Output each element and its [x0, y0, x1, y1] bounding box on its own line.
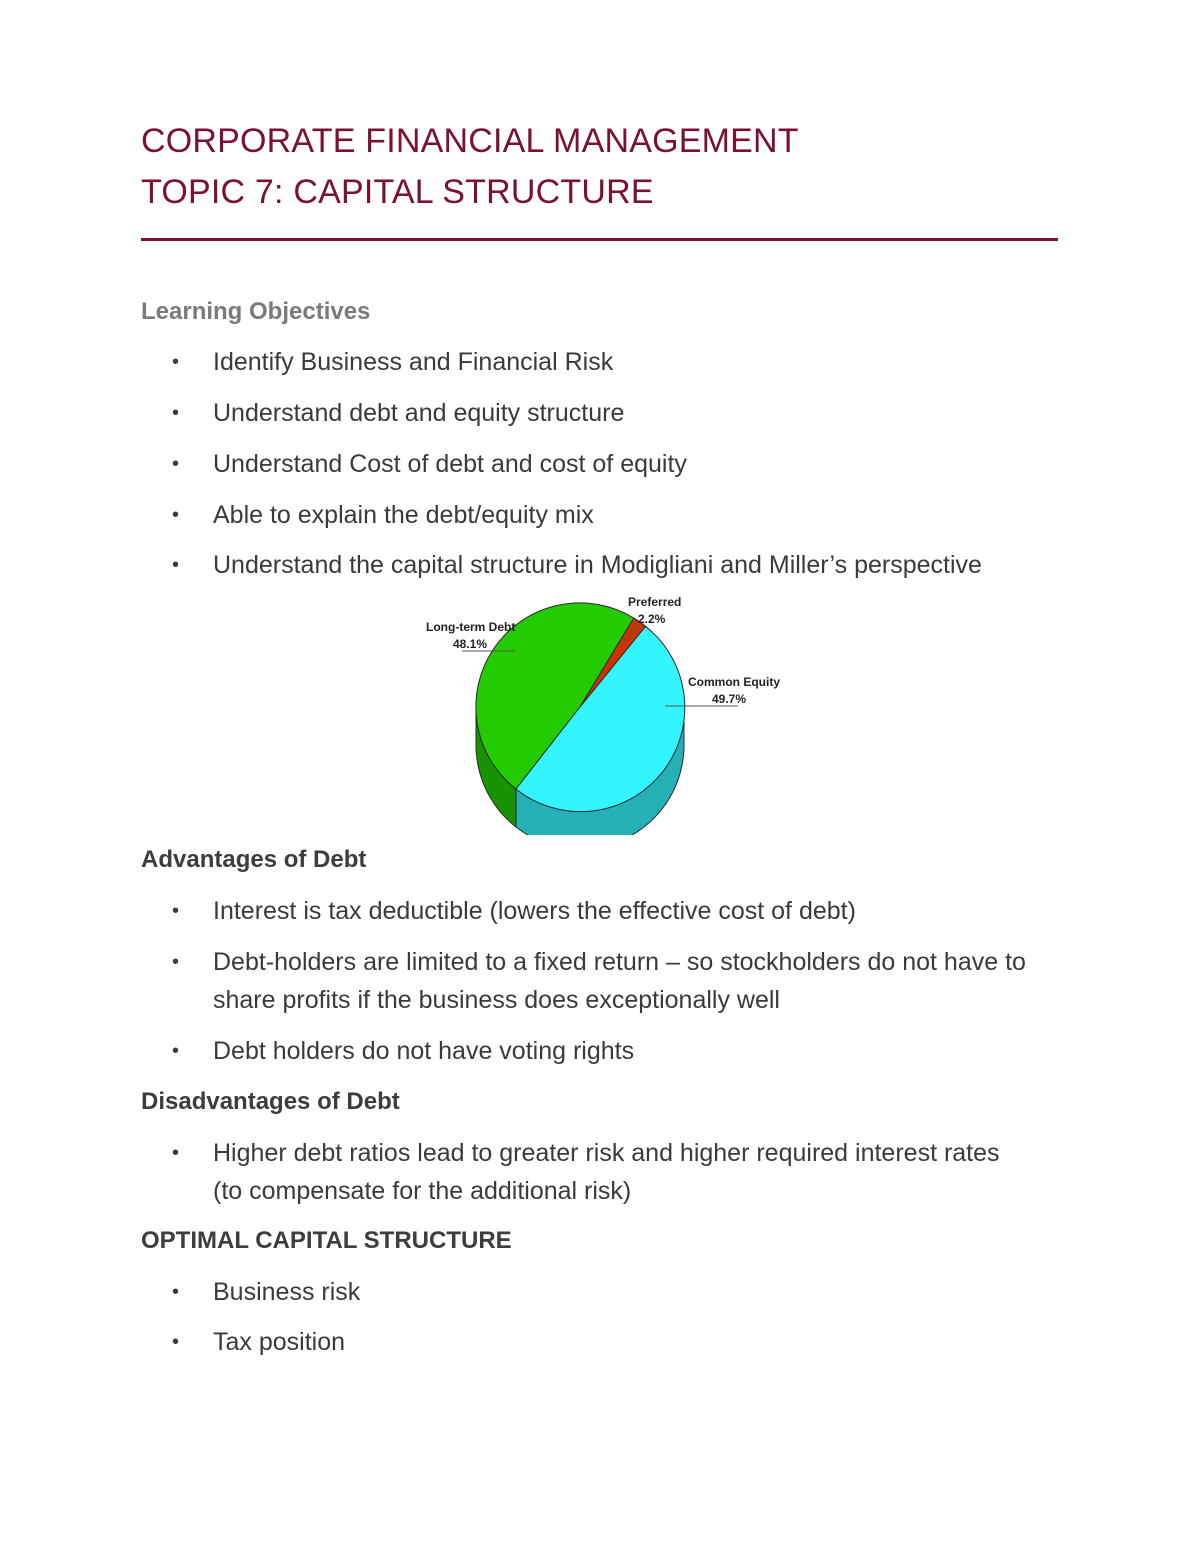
- bullet-icon: •: [172, 351, 180, 373]
- list-item: [172, 892, 1052, 930]
- slice-label-preferred: Preferred: [628, 595, 682, 609]
- slice-value-preferred: 2.2%: [638, 612, 666, 626]
- learning-objectives-heading: Learning Objectives: [141, 298, 371, 325]
- title-rule: [141, 238, 1058, 241]
- list-item-text: Debt-holders are limited to a fixed return – so stockholders do not have to share profits if the business does exceptionally well: [213, 948, 1026, 1014]
- bullet-icon: •: [172, 1281, 180, 1303]
- bullet-icon: •: [172, 1142, 180, 1164]
- list-item: [172, 496, 1052, 534]
- capital-structure-pie-chart: [400, 585, 820, 835]
- list-item: [172, 1134, 1032, 1210]
- bullet-icon: •: [172, 1040, 180, 1062]
- list-item-text: Understand debt and equity structure: [213, 399, 625, 427]
- slice-value-common-equity: 49.7%: [712, 692, 747, 706]
- list-item: [172, 546, 1052, 584]
- document-subtitle: TOPIC 7: CAPITAL STRUCTURE: [141, 173, 654, 211]
- list-item-text: Higher debt ratios lead to greater risk and higher required interest rates (to compensate for the additional risk): [213, 1139, 1000, 1205]
- list-item: [172, 943, 1032, 1019]
- list-item: [172, 1323, 1052, 1361]
- bullet-icon: •: [172, 1331, 180, 1353]
- slice-value-long-term-debt: 48.1%: [453, 637, 488, 651]
- list-item-text: Identify Business and Financial Risk: [213, 348, 614, 376]
- bullet-icon: •: [172, 504, 180, 526]
- list-item-text: Understand the capital structure in Modigliani and Miller’s perspective: [213, 551, 982, 579]
- list-item-text: Interest is tax deductible (lowers the effective cost of debt): [213, 897, 856, 925]
- optimal-capital-structure-heading: OPTIMAL CAPITAL STRUCTURE: [141, 1227, 512, 1254]
- slice-label-long-term-debt: Long-term Debt: [426, 620, 516, 634]
- list-item: [172, 1273, 1052, 1311]
- list-item: [172, 394, 1052, 432]
- bullet-icon: •: [172, 900, 180, 922]
- disadvantages-heading: Disadvantages of Debt: [141, 1088, 400, 1115]
- list-item-text: Tax position: [213, 1328, 346, 1356]
- list-item: [172, 343, 1052, 381]
- slice-label-common-equity: Common Equity: [688, 675, 780, 689]
- list-item-text: Business risk: [213, 1278, 361, 1306]
- bullet-icon: •: [172, 453, 180, 475]
- list-item-text: Debt holders do not have voting rights: [213, 1037, 635, 1065]
- bullet-icon: •: [172, 554, 180, 576]
- list-item-text: Able to explain the debt/equity mix: [213, 501, 594, 529]
- list-item-text: Understand Cost of debt and cost of equity: [213, 450, 687, 478]
- list-item: [172, 445, 1052, 483]
- pie-layer: [476, 603, 685, 835]
- advantages-heading: Advantages of Debt: [141, 846, 367, 873]
- bullet-icon: •: [172, 951, 180, 973]
- list-item: [172, 1032, 1052, 1070]
- document-title: CORPORATE FINANCIAL MANAGEMENT: [141, 122, 799, 160]
- bullet-icon: •: [172, 402, 180, 424]
